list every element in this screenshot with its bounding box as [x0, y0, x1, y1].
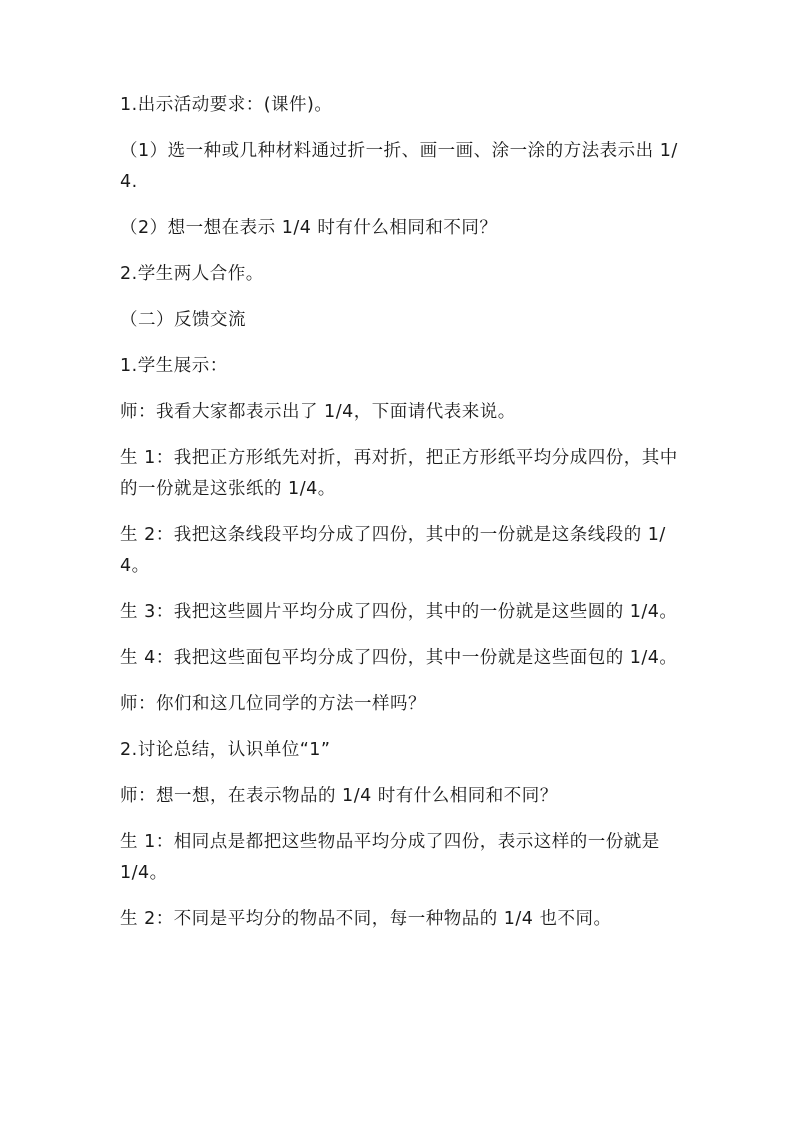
paragraph-teacher-1: 师：我看大家都表示出了 1/4，下面请代表来说。 [120, 402, 516, 422]
paragraph-requirement-1: （1）选一种或几种材料通过折一折、画一画、涂一涂的方法表示出 1/4. [120, 141, 678, 192]
section-heading-feedback: （二）反馈交流 [120, 310, 246, 330]
paragraph-student-4: 生 4：我把这些面包平均分成了四份，其中一份就是这些面包的 1/4。 [120, 648, 678, 668]
paragraph-student-1: 生 1：我把正方形纸先对折，再对折，把正方形纸平均分成四份，其中的一份就是这张纸的 1/4。 [120, 448, 678, 499]
paragraph-requirement-2: （2）想一想在表示 1/4 时有什么相同和不同？ [120, 218, 498, 238]
paragraph-activity-requirements: 1.出示活动要求：(课件)。 [120, 95, 333, 115]
document-body [120, 90, 680, 950]
paragraph-teacher-3: 师：想一想，在表示物品的 1/4 时有什么相同和不同？ [120, 786, 558, 806]
paragraph-student-2: 生 2：我把这条线段平均分成了四份，其中的一份就是这条线段的 1/4。 [120, 525, 666, 576]
paragraph-student-6: 生 2：不同是平均分的物品不同，每一种物品的 1/4 也不同。 [120, 909, 612, 929]
paragraph-student-5: 生 1：相同点是都把这些物品平均分成了四份，表示这样的一份就是 1/4。 [120, 832, 660, 883]
paragraph-discussion-summary: 2.讨论总结，认识单位“1” [120, 740, 331, 760]
paragraph-teacher-2: 师：你们和这几位同学的方法一样吗？ [120, 694, 426, 714]
paragraph-student-3: 生 3：我把这些圆片平均分成了四份，其中的一份就是这些圆的 1/4。 [120, 602, 678, 622]
paragraph-student-display: 1.学生展示： [120, 356, 228, 376]
paragraph-pair-work: 2.学生两人合作。 [120, 264, 264, 284]
